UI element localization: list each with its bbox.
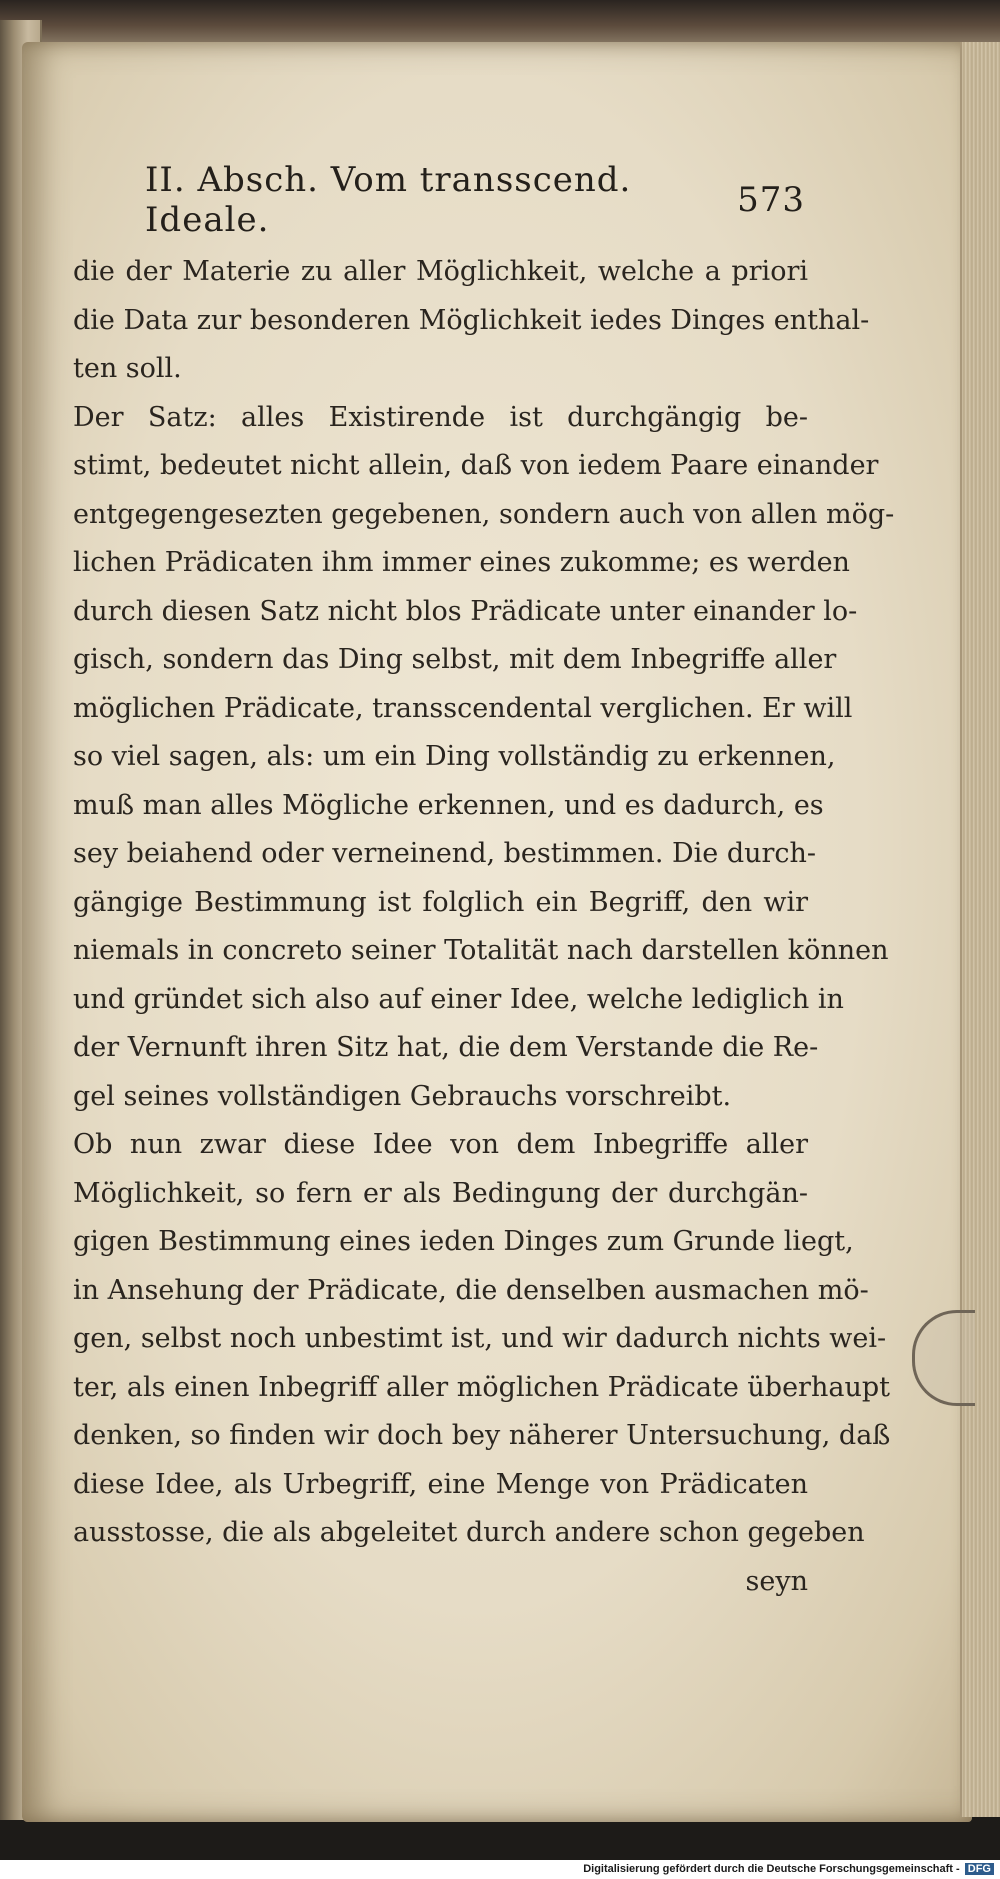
text-line: gisch, sondern das Ding selbst, mit dem Inbegriffe aller — [73, 644, 837, 675]
text-line: muß man alles Mögliche erkennen, und es dadurch, es — [73, 789, 824, 821]
body-text — [73, 248, 895, 1606]
text-line: und gründet sich also auf einer Idee, welche lediglich in — [73, 983, 844, 1015]
text-line: gängige Bestimmung ist folglich ein Begriff, den wir — [73, 886, 808, 918]
text-line: stimt, bedeutet nicht allein, daß von iedem Paare einander — [73, 450, 879, 481]
text-line: lichen Prädicaten ihm immer eines zukomme; es werden — [73, 547, 850, 578]
text-line: gen, selbst noch unbestimt ist, und wir dadurch nichts wei- — [73, 1323, 887, 1354]
text-line: durch diesen Satz nicht blos Prädicate unter einander lo- — [73, 595, 858, 627]
text-line: ausstosse, die als abgeleitet durch andere schon gegeben — [73, 1517, 865, 1548]
text-line: denken, so finden wir doch bey näherer Untersuchung, daß — [73, 1420, 891, 1451]
text-line: ten soll. — [73, 353, 182, 384]
text-line: gel seines vollständigen Gebrauchs vorschreibt. — [73, 1080, 732, 1112]
text-line: seyn — [745, 1565, 808, 1597]
page-header — [145, 160, 805, 240]
text-line: in Ansehung der Prädicate, die denselben ausmachen mö- — [73, 1274, 869, 1306]
text-line: Möglichkeit, so fern er als Bedingung der durchgän- — [73, 1177, 808, 1209]
text-line: gigen Bestimmung eines ieden Dinges zum Grunde liegt, — [73, 1226, 854, 1257]
text-line: die Data zur besonderen Möglichkeit iedes Dinges enthal- — [73, 304, 870, 336]
text-line: sey beiahend oder verneinend, bestimmen. Die durch- — [73, 838, 817, 869]
text-line: Der Satz: alles Existirende ist durchgängig be- — [73, 401, 808, 433]
text-line: ter, als einen Inbegriff aller möglichen Prädicate überhaupt — [73, 1371, 890, 1403]
text-line: der Vernunft ihren Sitz hat, die dem Verstande die Re- — [73, 1032, 819, 1063]
text-line: entgegengesezten gegebenen, sondern auch von allen mög- — [73, 498, 895, 530]
text-line: die der Materie zu aller Möglichkeit, welche a priori — [73, 256, 808, 287]
text-line: niemals in concreto seiner Totalität nach darstellen können — [73, 935, 889, 966]
right-page-edges — [960, 42, 1000, 1817]
text-line: möglichen Prädicate, transscendental verglichen. Er will — [73, 692, 853, 724]
footer-credit: Digitalisierung gefördert durch die Deutsche Forschungsgemeinschaft - — [583, 1863, 960, 1875]
digitization-footer — [0, 1860, 1000, 1879]
dfg-logo: DFG — [965, 1863, 994, 1875]
text-line: Ob nun zwar diese Idee von dem Inbegriffe aller — [73, 1129, 808, 1160]
book-top-edge — [0, 0, 1000, 46]
text-line: diese Idee, als Urbegriff, eine Menge von Prädicaten — [73, 1468, 808, 1500]
text-line: so viel sagen, als: um ein Ding vollständig zu erkennen, — [73, 741, 836, 772]
running-title: II. Absch. Vom transscend. Ideale. — [145, 160, 632, 240]
page-number: 573 — [737, 180, 805, 220]
